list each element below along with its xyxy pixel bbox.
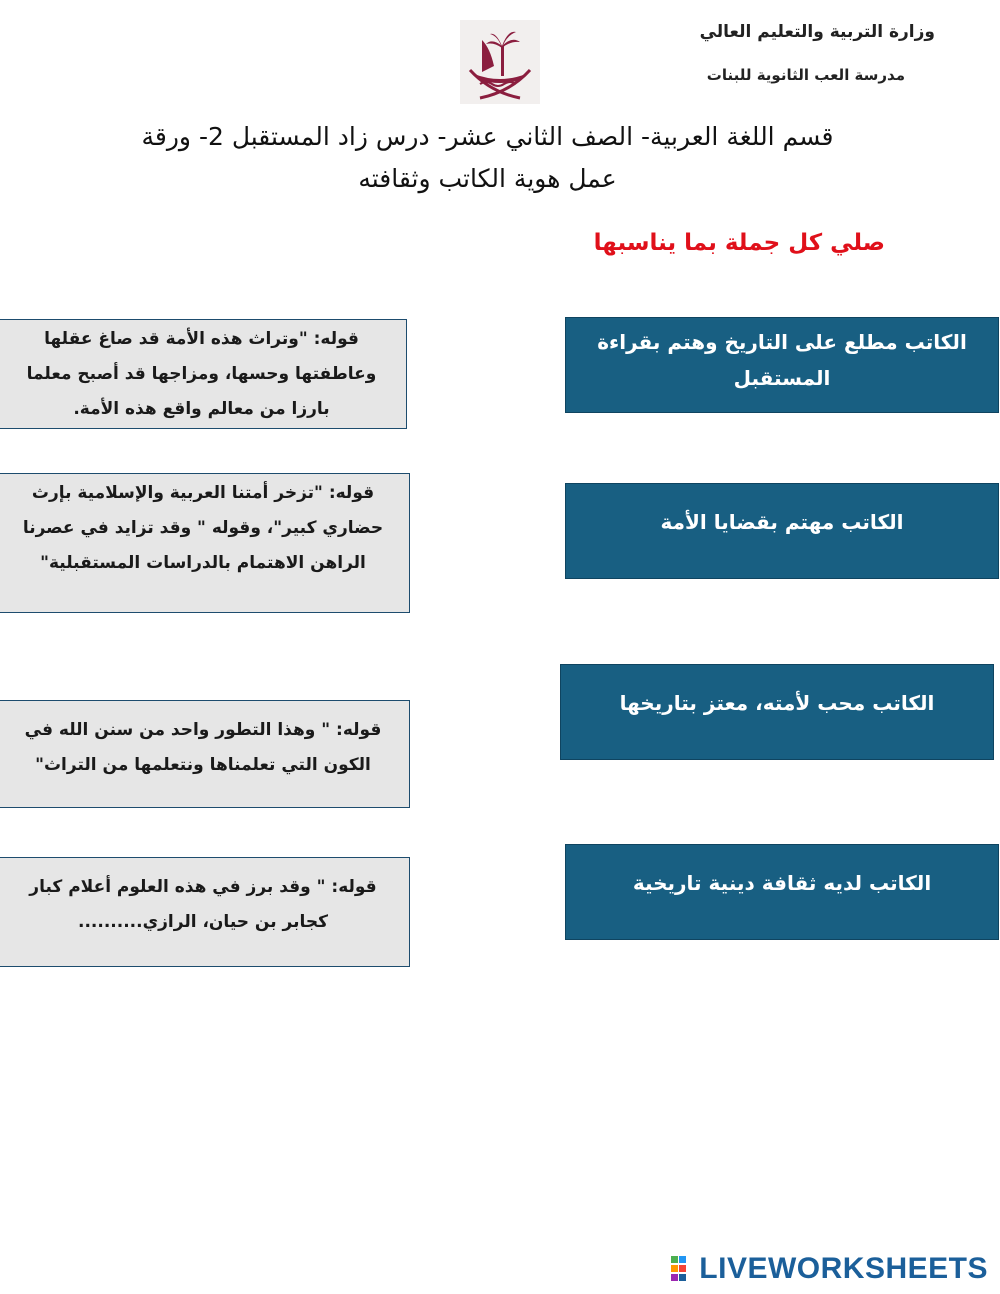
brand-name: LIVEWORKSHEETS [699, 1252, 988, 1285]
liveworksheets-logo-icon [671, 1256, 695, 1282]
qatar-emblem-icon [460, 20, 540, 104]
quote-box-1[interactable]: قوله: "وتراث هذه الأمة قد صاغ عقلها وعاطفتها وحسها، ومزاجها قد أصبح معلما بارزا من معالم واقع هذه الأمة. [0, 319, 407, 429]
ministry-name: وزارة التربية والتعليم العالي [699, 22, 935, 42]
title-line-1: قسم اللغة العربية- الصف الثاني عشر- درس زاد المستقبل 2- ورقة [141, 122, 834, 151]
school-name: مدرسة العب الثانوية للبنات [706, 66, 905, 84]
quote-box-3[interactable]: قوله: " وهذا التطور واحد من سنن الله في الكون التي تعلمناها ونتعلمها من التراث" [0, 700, 410, 808]
worksheet-title [90, 116, 885, 200]
liveworksheets-brand [671, 1252, 988, 1286]
quote-box-4[interactable]: قوله: " وقد برز في هذه العلوم أعلام كبار كجابر بن حيان، الرازي.......... [0, 857, 410, 967]
description-box-1[interactable]: الكاتب مطلع على التاريخ وهتم بقراءة المستقبل [565, 317, 999, 413]
title-line-2: عمل هوية الكاتب وثقافته [358, 164, 617, 193]
description-box-3[interactable]: الكاتب محب لأمته، معتز بتاريخها [560, 664, 994, 760]
emblem-logo [460, 20, 540, 104]
quote-box-2[interactable]: قوله: "تزخر أمتنا العربية والإسلامية بإرث حضاري كبير"، وقوله " وقد تزايد في عصرنا الراهن الاهتمام بالدراسات المستقبلية" [0, 473, 410, 613]
description-box-4[interactable]: الكاتب لديه ثقافة دينية تاريخية [565, 844, 999, 940]
description-box-2[interactable]: الكاتب مهتم بقضايا الأمة [565, 483, 999, 579]
instruction-text: صلي كل جملة بما يناسبها [593, 230, 885, 256]
